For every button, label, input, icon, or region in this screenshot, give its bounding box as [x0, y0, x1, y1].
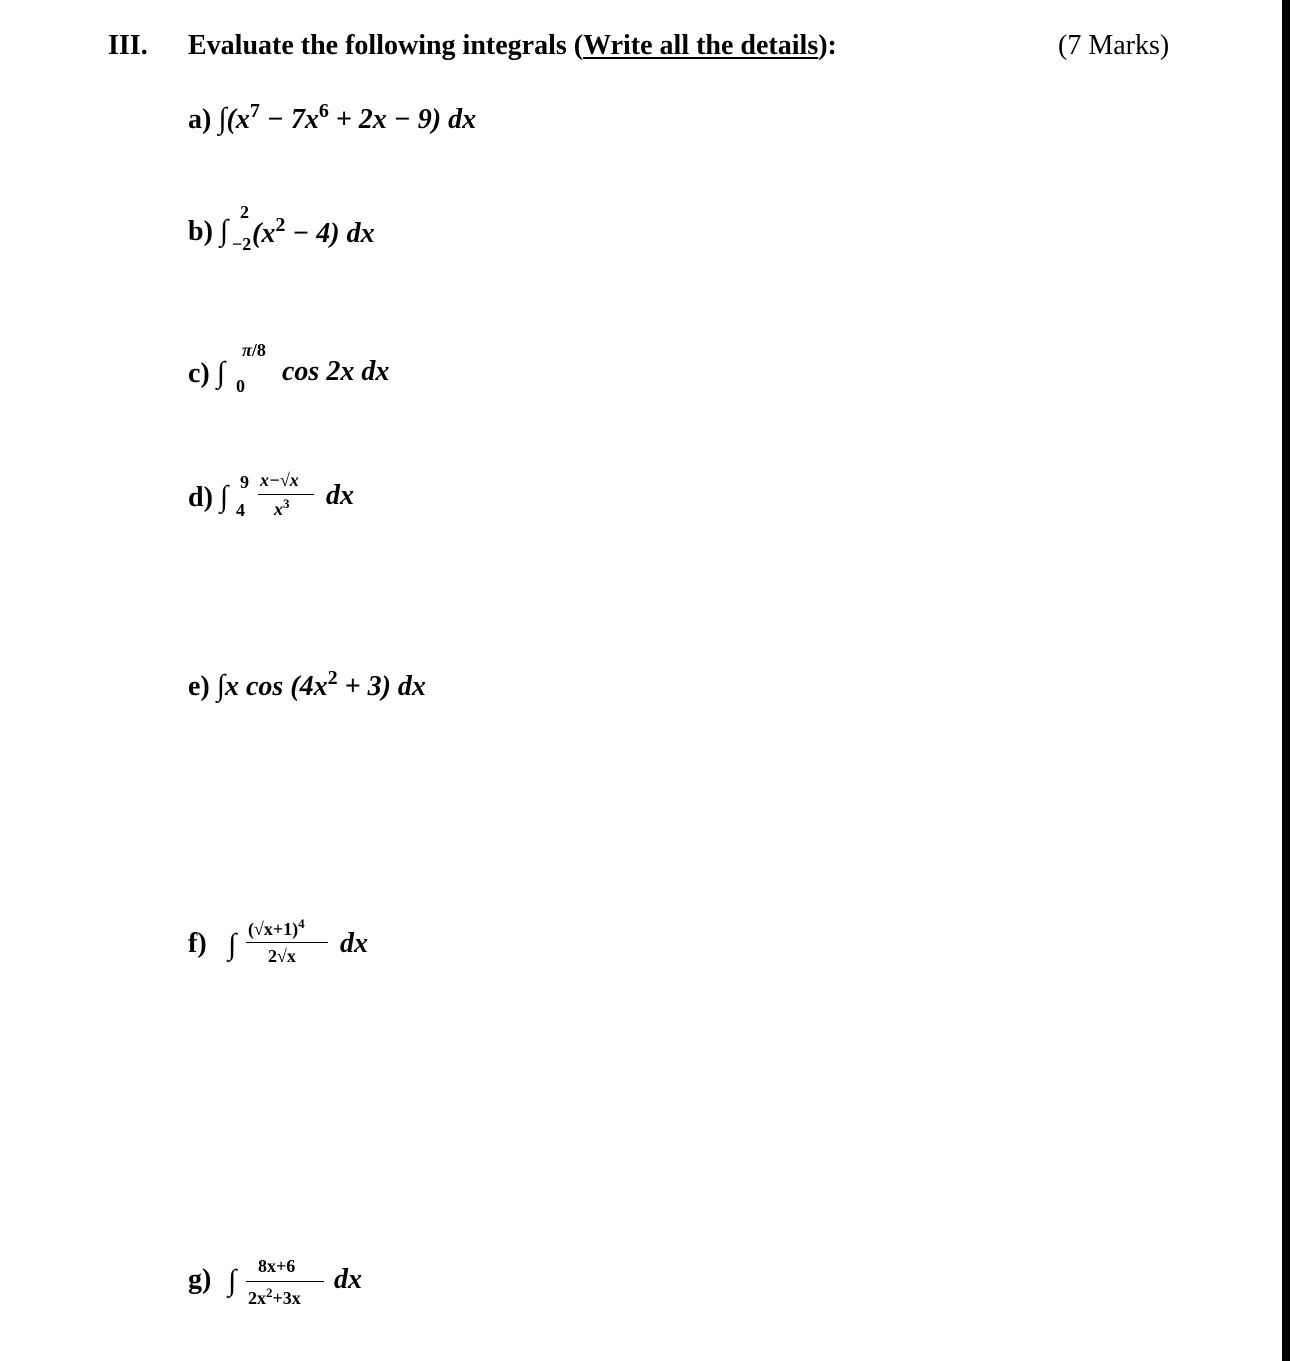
lower-limit: 0 — [236, 376, 245, 396]
exponent: 4 — [298, 916, 305, 931]
exponent: 6 — [318, 100, 329, 122]
exponent: 7 — [249, 100, 260, 122]
differential: dx — [448, 104, 477, 135]
integral-sign: ∫ — [219, 480, 229, 513]
fraction-denominator: 2√x — [268, 946, 296, 966]
fraction-bar — [258, 494, 314, 495]
denominator-base: 2x — [248, 1288, 266, 1308]
integral-sign: ∫ — [218, 102, 227, 135]
question-e — [188, 667, 426, 703]
question-f — [188, 916, 448, 978]
integral-sign: ∫ — [219, 214, 229, 247]
integral-sign: ∫ — [228, 928, 237, 961]
fraction-denominator — [274, 496, 290, 520]
instruction-underlined: Write all the details — [583, 30, 819, 61]
question-b — [188, 202, 448, 264]
integrand-part: + 2x − 9) — [328, 104, 449, 135]
lower-limit: −2 — [232, 234, 252, 254]
fraction-numerator — [248, 916, 305, 940]
upper-limit: 9 — [240, 472, 249, 492]
integrand-part: − 4) — [285, 218, 347, 249]
marks-label: (7 Marks) — [1058, 30, 1170, 61]
denominator-base: x — [274, 499, 283, 519]
exponent: 2 — [266, 1285, 273, 1300]
upper-limit: 2 — [240, 202, 249, 222]
question-d — [188, 470, 448, 530]
integrand — [252, 214, 375, 250]
integrand-part: (x — [226, 104, 250, 135]
instruction-suffix: ): — [818, 30, 837, 61]
integrand-part: − 7x — [259, 104, 319, 135]
lower-limit: 4 — [236, 500, 245, 520]
question-label: d) — [188, 482, 213, 513]
numerator-base: (√x+1) — [248, 919, 299, 939]
upper-limit-rest: /8 — [251, 340, 266, 360]
question-g — [188, 1256, 448, 1314]
question-label: a) — [188, 104, 212, 135]
fraction-bar — [246, 942, 328, 943]
exponent: 2 — [327, 667, 338, 689]
exponent: 2 — [275, 214, 286, 236]
differential: dx — [397, 671, 426, 702]
integrand-part: + 3) — [337, 671, 398, 702]
question-label: g) — [188, 1264, 212, 1295]
exponent: 3 — [283, 496, 290, 511]
fraction-bar — [246, 1281, 324, 1282]
integral-sign: ∫ — [216, 356, 225, 389]
denominator-rest: +3x — [272, 1288, 301, 1308]
fraction-numerator: x−√x — [260, 470, 299, 490]
section-number: III. — [108, 30, 148, 61]
question-label: b) — [188, 216, 213, 247]
differential: dx — [326, 480, 354, 511]
integrand-part: (x — [252, 218, 276, 249]
differential: dx — [334, 1264, 362, 1295]
fraction-numerator: 8x+6 — [258, 1256, 296, 1276]
differential: dx — [340, 928, 368, 959]
fraction-denominator — [248, 1285, 301, 1309]
integrand: cos 2x dx — [282, 356, 390, 387]
question-label: e) — [188, 671, 210, 702]
integral-sign: ∫ — [228, 1264, 237, 1297]
question-label: f) — [188, 928, 207, 959]
integral-sign: ∫ — [216, 669, 225, 702]
section-instruction — [188, 30, 837, 62]
pi-symbol: π — [242, 340, 252, 360]
instruction-prefix: Evaluate the following integrals ( — [188, 30, 584, 61]
question-c — [188, 340, 448, 406]
upper-limit — [242, 340, 266, 361]
integrand-part: x cos (4x — [224, 671, 328, 702]
question-a — [188, 100, 476, 136]
question-label: c) — [188, 358, 210, 389]
differential: dx — [346, 218, 375, 249]
